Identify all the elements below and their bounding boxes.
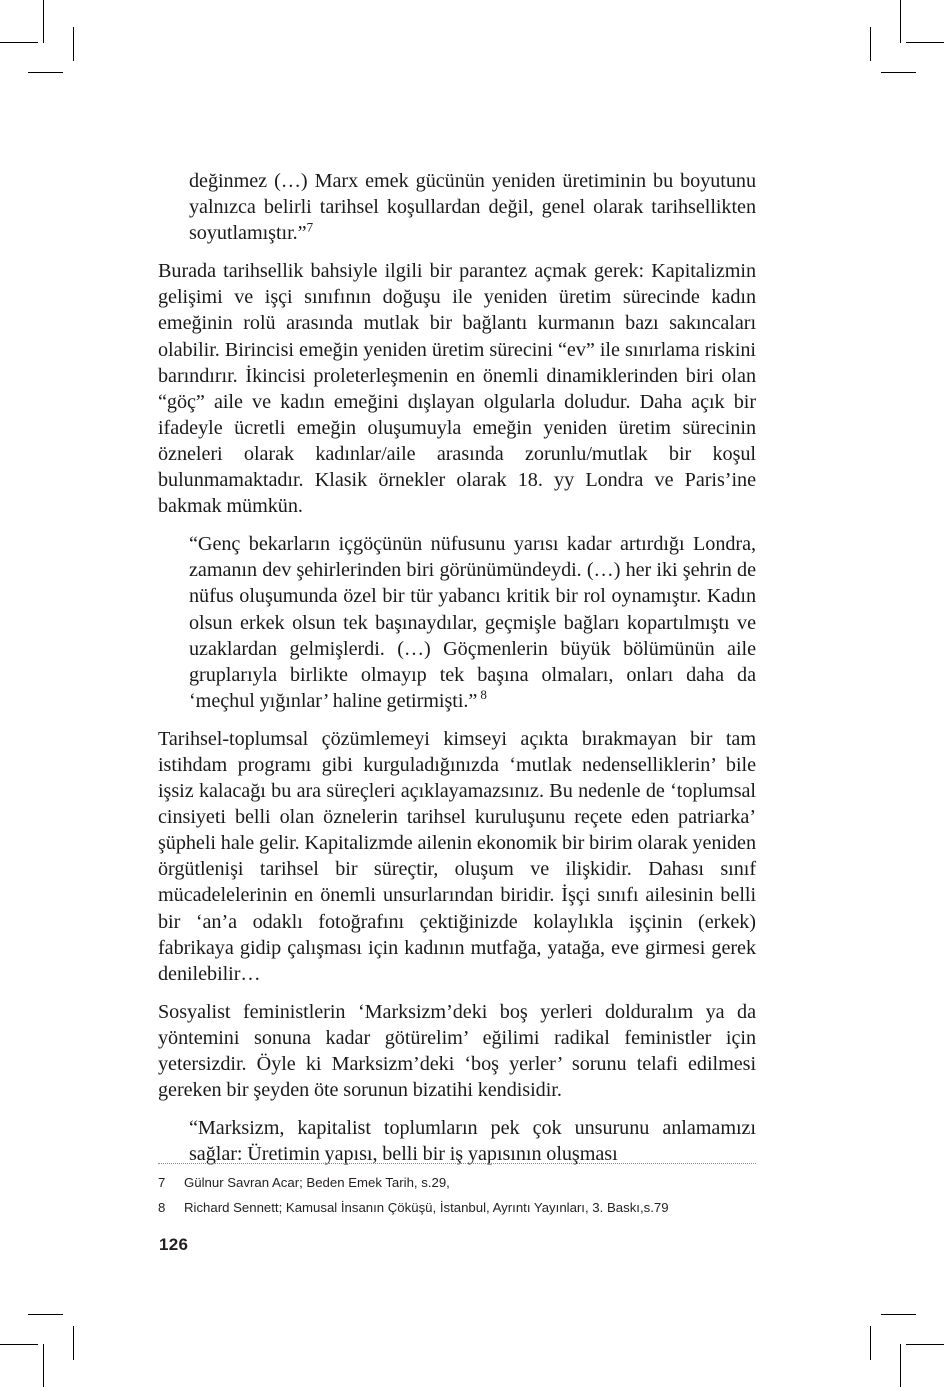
page-number: 126: [159, 1235, 189, 1254]
crop-mark-icon: [881, 1314, 916, 1315]
crop-mark-icon: [0, 42, 38, 43]
footnote-text: Gülnur Savran Acar; Beden Emek Tarih, s.29,: [184, 1175, 450, 1190]
crop-mark-icon: [28, 1314, 63, 1315]
footnote-item: [158, 1195, 798, 1220]
footnote-number: 7: [158, 1175, 166, 1190]
block-quote-2: [189, 531, 756, 714]
block-quote-3: “Marksizm, kapitalist toplumların pek çok unsurunu anlamamızı sağlar: Üretimin yapısı, belli bir iş yapısının oluşması: [189, 1117, 756, 1166]
crop-mark-icon: [43, 1344, 44, 1387]
footnote-item: [158, 1170, 798, 1195]
page-text-body: [158, 168, 756, 1167]
crop-mark-icon: [881, 72, 916, 73]
footnote-ref-8[interactable]: 8: [480, 687, 487, 703]
crop-mark-icon: [28, 72, 63, 73]
crop-mark-icon: [900, 0, 901, 43]
crop-mark-icon: [870, 27, 871, 61]
crop-mark-icon: [906, 1344, 944, 1345]
block-quote-1: [189, 168, 756, 246]
paragraph-3: Sosyalist feministlerin ‘Marksizm’deki boş yerleri dolduralım ya da yöntemini sonuna kadar götürelim’ eğilimi radikal feministler için yetersizdir. Öyle ki Marksizm’deki ‘boş yerler’ sorunu telafi edilmesi gereken bir şeyden öte sorunun bizatihi kendisidir.: [158, 1000, 756, 1102]
footnote-text: Richard Sennett; Kamusal İnsanın Çöküşü, İstanbul, Ayrıntı Yayınları, 3. Baskı,s.79: [184, 1200, 669, 1215]
paragraph-1: Burada tarihsellik bahsiyle ilgili bir parantez açmak gerek: Kapitalizmin gelişimi ve işçi sınıfının doğuşu ile yeniden üretim sürecinde kadın emeğinin rolü arasında mutlak bir bağlantı kurmanın bazı sakıncaları olabilir. Birincisi emeğin yeniden üretim sürecini “ev” ile sınırlama riskini barındırır. İkincisi proleterleşmenin en önemli dinamiklerinden biri olan “göç” aile ve kadın emeğini dışlayan olgularla doludur. Daha açık bir ifadeyle ücretli emeğin oluşumuyla emeğin yeniden üretim sürecinin özneleri olarak kadınlar/aile arasında zorunlu/mutlak bir koşul bulunmamaktadır. Klasik örnekler olarak 18. yy Londra ve Paris’ine bakmak mümkün.: [158, 260, 756, 518]
crop-mark-icon: [73, 27, 74, 61]
footnote-ref-7[interactable]: 7: [306, 219, 314, 235]
quote-2-text: “Genç bekarların içgöçünün nüfusunu yarısı kadar artırdığı Londra, zamanın dev şehirlerinden biri görünümündeydi. (…) her iki şehrin de nüfus oluşumunda özel bir tür yabancı kritik bir rol oynamıştır. Kadın olsun erkek olsun tek başınaydılar, geçmişle bağları kopartılmıştı ve uzaklardan gelmişlerdi. (…) Göçmenlerin büyük bölümünün aile gruplarıyla birlikte olmayıp tek başına olmaları, onları daha da ‘meçhul yığınlar’ haline getirmişti.”: [189, 533, 756, 712]
footnote-separator-rule: [158, 1163, 756, 1165]
footnote-list: [158, 1170, 798, 1220]
crop-mark-icon: [0, 1344, 38, 1345]
paragraph-2: Tarihsel-toplumsal çözümlemeyi kimseyi açıkta bırakmayan bir tam istihdam programı gibi kurguladığınızda ‘mutlak nedenselliklerin’ bile işsiz kalacağı bu ara süreçleri açıklayamazsınız. Bu nedenle de ‘toplumsal cinsiyeti belli olan öznelerin tarihsel kuruluşunu reçete eden patriarka’ şüpheli hale gelir. Kapitalizmde ailenin ekonomik bir birim olarak yeniden örgütlenişi tarihsel bir süreçtir, oluşum ve ilişkidir. Dahası sınıf mücadelelerinin en önemli unsurlarından biridir. İşçi sınıfı ailesinin belli bir ‘an’a odaklı fotoğrafını çektiğinizde kolaylıkla işçinin (erkek) fabrikaya gidip çalışması için kadının mutfağa, yatağa, eve girmesi gerek denilebilir…: [158, 727, 756, 985]
quote-1-text: değinmez (…) Marx emek gücünün yeniden üretiminin bu boyutunu yalnızca belirli tarihsel koşullardan değil, genel olarak tarihsellikten soyutlamıştır.”: [189, 170, 756, 245]
crop-mark-icon: [906, 42, 944, 43]
crop-mark-icon: [870, 1326, 871, 1360]
footnote-number: 8: [158, 1200, 166, 1215]
crop-mark-icon: [43, 0, 44, 43]
crop-mark-icon: [73, 1326, 74, 1360]
crop-mark-icon: [900, 1344, 901, 1387]
